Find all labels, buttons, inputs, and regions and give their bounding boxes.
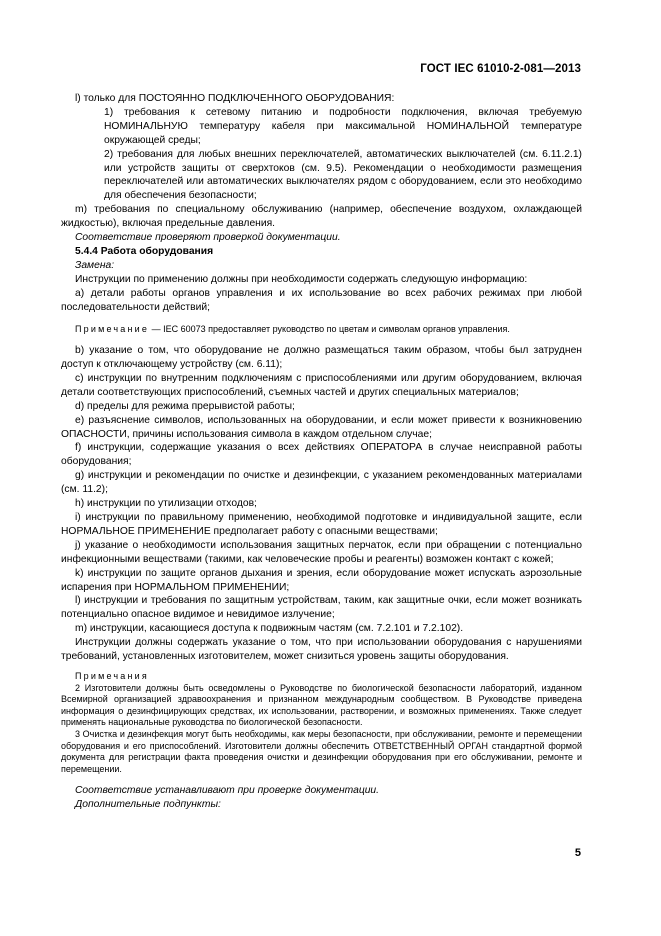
item-h: h) инструкции по утилизации отходов; xyxy=(75,498,257,510)
item-d: d) пределы для режима прерывистой работы; xyxy=(75,400,295,412)
note-1-text: — IEC 60073 предоставляет руководство по цветам и символам органов управления. xyxy=(149,323,510,334)
item-g: g) инструкции и рекомендации по очистке и дезинфекции, с указанием рекомендованных материалами (см. 11.2); xyxy=(61,470,582,496)
item-e: e) разъяснение символов, использованных на оборудовании, и если может привести к возникновению ОПАСНОСТИ, причины использования символа в каждом отдельном случае; xyxy=(61,414,582,440)
note-3: 3 Очистка и дезинфекция могут быть необходимы, как меры безопасности, при обслуживании, ремонте и перемещении оборудования и его приспособлений. Изготовители должны обеспечить ОТВЕТСТВЕННЫЙ ОРГАН стандартной формой документа для регистрации факта проведения очистки и дезинфекции оборудования при его обслуживании, ремонте и перемещении. xyxy=(61,728,582,774)
document-header: ГОСТ IEC 61010-2-081—2013 xyxy=(420,63,581,75)
item-i: i) инструкции по правильному применению, необходимой подготовке и индивидуальной защите, если НОРМАЛЬНОЕ ПРИМЕНЕНИЕ предполагает работу с опасными веществами; xyxy=(61,511,582,537)
page-content xyxy=(61,92,582,812)
paragraph-l2: 2) требования для любых внешних переключателей, автоматических выключателей (см. 6.11.2.1) или устройств защиты от сверхтоков (см. 9.5). Рекомендации о необходимости размещения переключателей или автоматических выключателях рядом с оборудованием, если это необходимо для обеспечения безопасности; xyxy=(104,148,582,202)
paragraph-intro: Инструкции по применению должны при необходимости содержать следующую информацию: xyxy=(75,273,528,285)
item-l-protective: l) инструкции и требования по защитным устройствам, таким, как защитные очки, если может возникать потенциально опасное видимое и невидимое излучение; xyxy=(61,595,582,621)
paragraph-l1: 1) требования к сетевому питанию и подробности подключения, включая требуемую НОМИНАЛЬНУЮ температуру кабеля при максимальной НОМИНАЛЬНОЙ температуре окружающей среды; xyxy=(104,106,582,146)
item-j: j) указание о необходимости использования защитных перчаток, если при обращении с потенциально инфекционными веществами (такими, как человеческие пробы и реагенты) возможен контакт с кожей; xyxy=(61,539,582,565)
page-number: 5 xyxy=(574,847,581,859)
item-k: k) инструкции по защите органов дыхания и зрения, если оборудование может испускать аэрозольные испарения при НОРМАЛЬНОМ ПРИМЕНЕНИИ; xyxy=(61,567,582,593)
item-a: a) детали работы органов управления и их использование во всех рабочих режимах при любой последовательности действий; xyxy=(61,287,582,313)
paragraph-l-intro: l) только для ПОСТОЯННО ПОДКЛЮЧЕННОГО ОБОРУДОВАНИЯ: xyxy=(75,93,395,104)
note-2: 2 Изготовители должны быть осведомлены о Руководстве по биологической безопасности лабораторий, изданном Всемирной организацией здравоохранения и признанном международным сообществом. В Руководстве приведена информация о дезинфицирующих средствах, их использовании, растворении, и возможных применениях. Также следует применять национальные руководства по биологической безопасности. xyxy=(61,682,582,728)
item-c: c) инструкции по внутренним подключениям с приспособлениями или другим оборудованием, включая детали соответствующих приспособлений, съемных частей и других специальных материалов; xyxy=(61,372,582,398)
item-b: b) указание о том, что оборудование не должно размещаться таким образом, чтобы был затруднен доступ к отключающему устройству (см. 6.11); xyxy=(61,345,582,370)
replace-label: Замена: xyxy=(75,259,115,271)
item-f: f) инструкции, содержащие указания о всех действиях ОПЕРАТОРА в случае неисправной работы оборудования; xyxy=(61,442,582,468)
note-1 xyxy=(61,324,582,336)
note-1-label: Примечание xyxy=(75,323,150,334)
conformity-statement-2: Соответствие устанавливают при проверке документации. xyxy=(75,785,380,797)
paragraph-warning: Инструкции должны содержать указание о том, что при использовании оборудования с нарушениями требований, установленных изготовителем, может снизиться уровень защиты оборудования. xyxy=(61,637,582,663)
section-title: 5.4.4 Работа оборудования xyxy=(75,245,214,257)
conformity-statement: Соответствие проверяют проверкой документации. xyxy=(75,232,341,244)
notes-label: Примечания xyxy=(75,670,149,681)
item-m2: m) инструкции, касающиеся доступа к подвижным частям (см. 7.2.101 и 7.2.102). xyxy=(75,623,464,635)
paragraph-m: m) требования по специальному обслуживанию (например, обеспечение воздухом, охлаждающей жидкостью), включая предельные давления. xyxy=(61,204,582,230)
additional-subclauses: Дополнительные подпункты: xyxy=(75,799,221,811)
